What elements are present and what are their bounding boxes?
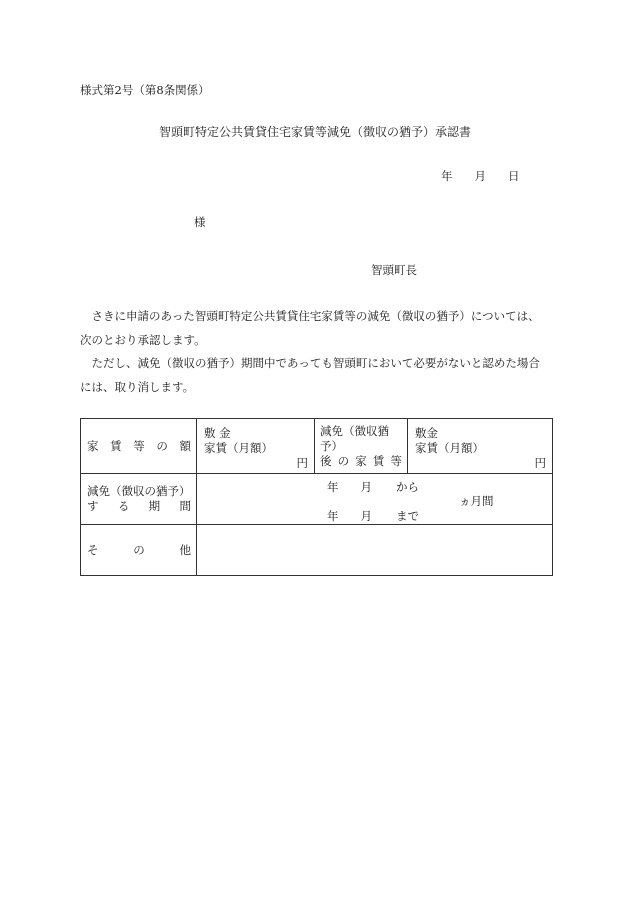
other-label-cell [81, 525, 197, 576]
current-rent-cell[interactable] [197, 419, 315, 474]
deposit-label-2: 敷金 [415, 426, 438, 440]
period-label-line-1: 減免（徴収の猶予） [87, 484, 191, 498]
period-row [81, 474, 553, 525]
monthly-rent-label: 家賃（月額） [204, 441, 273, 455]
period-label-cell [81, 474, 197, 525]
other-row [81, 525, 553, 576]
period-to: 年 月 まで [327, 509, 419, 523]
period-value-cell[interactable] [197, 474, 553, 525]
rent-row [81, 419, 553, 474]
rent-label-cell [81, 419, 197, 474]
issuer-name: 智頭町長 [371, 263, 417, 277]
yen-unit: 円 [296, 456, 308, 470]
body-line-3: ただし、減免（徴収の猶予）期間中であっても智頭町において必要がないと認めた場合 [91, 356, 540, 370]
yen-unit-2: 円 [534, 456, 546, 470]
date-year: 年 [441, 169, 453, 183]
form-number: 様式第2号（第8条関係） [80, 83, 210, 97]
after-label-line-2: 後 の 家 賃 等 [320, 453, 402, 468]
after-label-line-1: 減免（徴収猶予） [320, 423, 389, 453]
document-title: 智頭町特定公共賃貸住宅家賃等減免（徴収の猶予）承認書 [158, 125, 471, 139]
period-label-line-2: す る 期 間 [87, 499, 191, 513]
body-line-1: さきに申請のあった智頭町特定公共賃貸住宅家賃等の減免（徴収の猶予）については、 [91, 309, 540, 323]
period-from: 年 月 から [327, 480, 419, 494]
date-day: 日 [508, 169, 520, 183]
body-text [80, 305, 552, 399]
after-label-cell [315, 419, 408, 474]
monthly-rent-label-2: 家賃（月額） [415, 441, 484, 455]
recipient-suffix: 様 [194, 215, 206, 229]
period-months: ヵ月間 [459, 494, 494, 508]
reduced-rent-cell[interactable] [408, 419, 553, 474]
approval-table [80, 418, 553, 576]
body-line-2: 次のとおり承認します。 [80, 332, 206, 347]
other-value-cell[interactable] [197, 525, 553, 576]
other-label: そ の 他 [87, 543, 191, 557]
body-line-4: には、取り消します。 [80, 379, 195, 394]
deposit-label: 敷 金 [204, 426, 231, 440]
rent-label: 家 賃 等 の 額 [87, 439, 191, 453]
date-line [441, 168, 520, 184]
date-month: 月 [474, 169, 486, 183]
